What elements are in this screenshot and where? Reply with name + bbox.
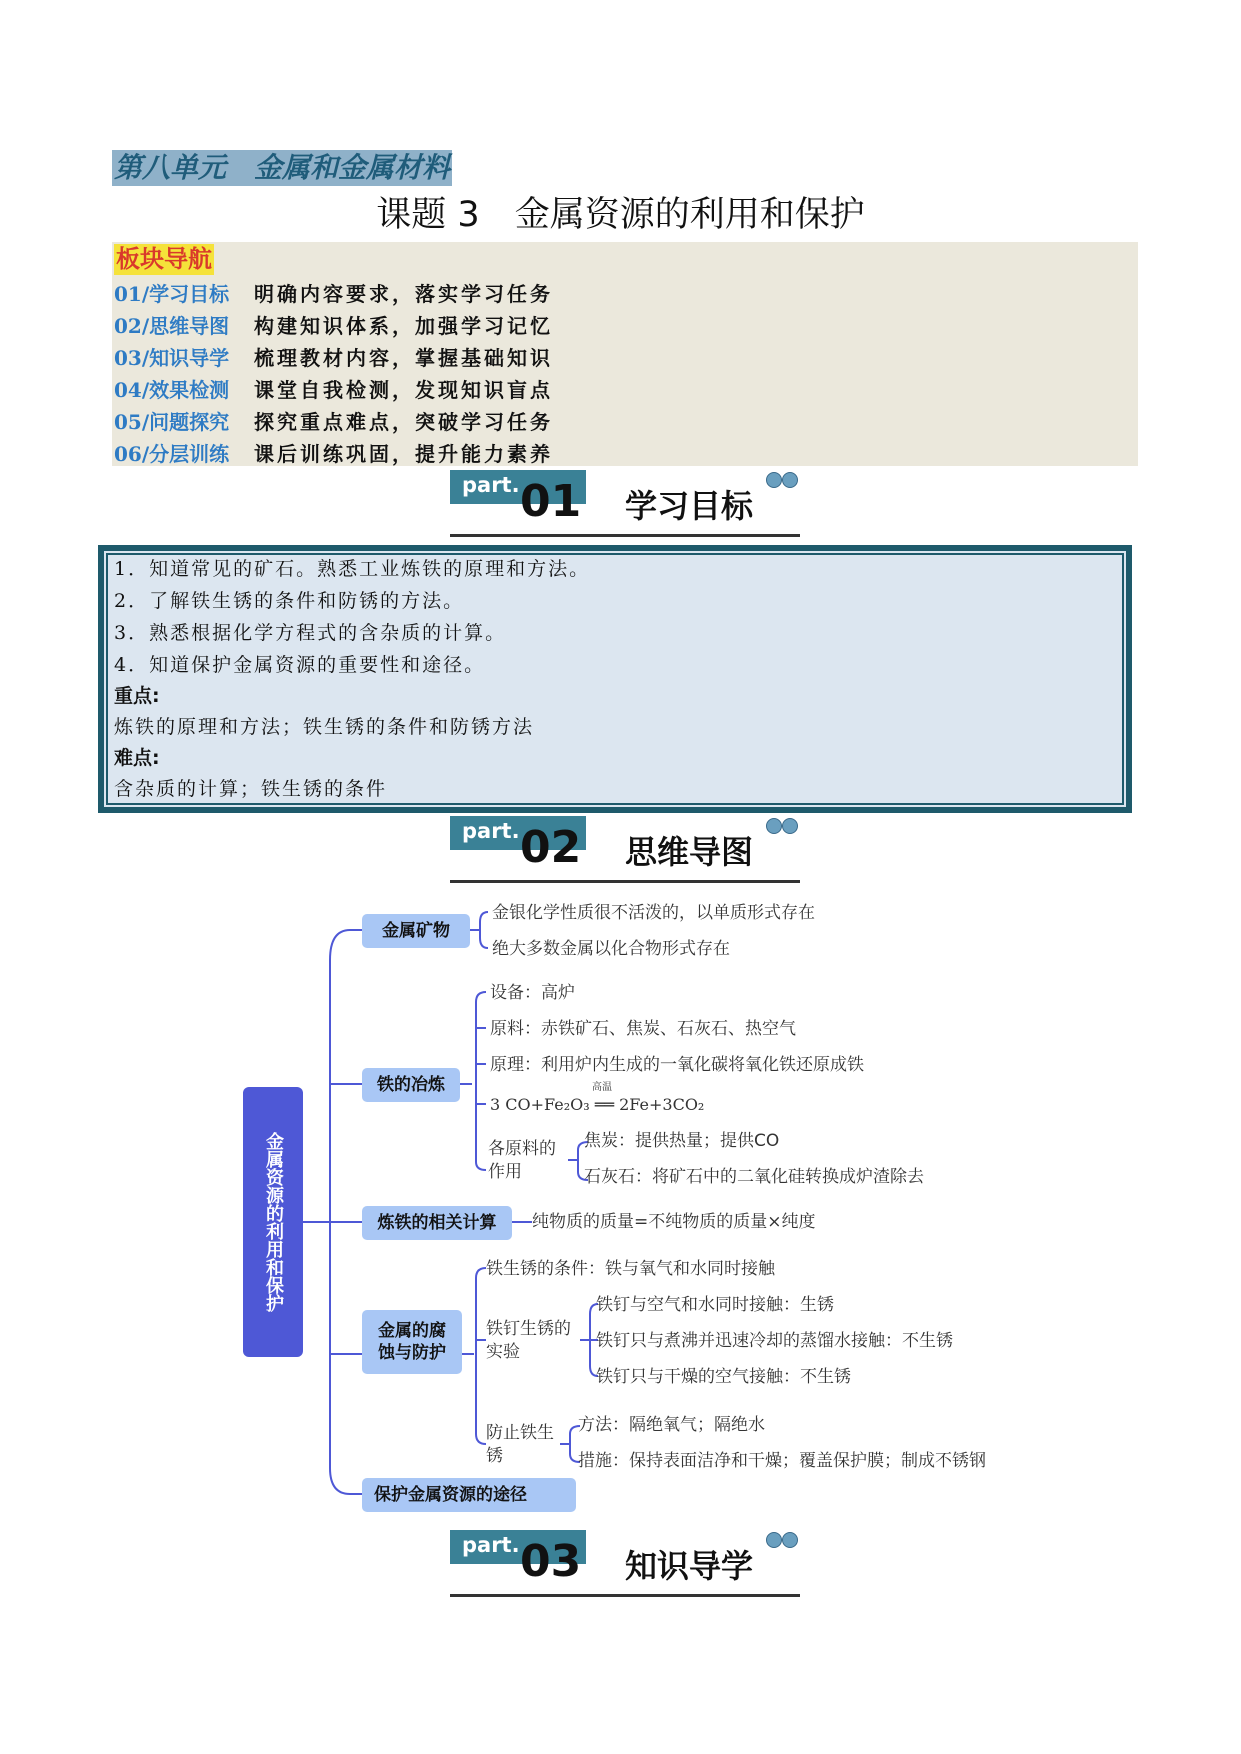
part-tag-label: part. bbox=[462, 473, 520, 497]
leaf-role: 焦炭：提供热量；提供CO bbox=[584, 1131, 780, 1151]
leaf-calc: 纯物质的质量=不纯物质的质量×纯度 bbox=[532, 1212, 816, 1232]
part-title: 思维导图 bbox=[625, 833, 754, 871]
leaf-prevent: 方法：隔绝氧气；隔绝水 bbox=[578, 1415, 765, 1435]
objective-item: 1．知道常见的矿石。熟悉工业炼铁的原理和方法。 bbox=[114, 558, 591, 580]
objective-item: 4．知道保护金属资源的重要性和途径。 bbox=[114, 654, 486, 676]
nav-item-desc: 探究重点难点，突破学习任务 bbox=[254, 409, 553, 434]
objective-item: 2．了解铁生锈的条件和防锈的方法。 bbox=[114, 590, 465, 612]
part-number: 01 bbox=[520, 476, 582, 527]
leaf-experiment-label: 铁钉生锈的实验 bbox=[486, 1319, 571, 1362]
branch-corrode: 金属的腐蚀与防护 bbox=[362, 1310, 462, 1374]
nav-item-key[interactable]: 02/思维导图 bbox=[114, 313, 230, 338]
leaf-role: 石灰石：将矿石中的二氧化硅转换成炉渣除去 bbox=[584, 1167, 924, 1187]
nav-item-desc: 明确内容要求，落实学习任务 bbox=[254, 281, 553, 306]
leaf-materials: 原料：赤铁矿石、焦炭、石灰石、热空气 bbox=[490, 1019, 796, 1039]
key-points-label: 重点: bbox=[114, 685, 160, 707]
leaf-roles-label: 各原料的作用 bbox=[488, 1139, 556, 1182]
leaf-ore: 绝大多数金属以化合物形式存在 bbox=[492, 939, 730, 959]
nav-item-key[interactable]: 01/学习目标 bbox=[114, 281, 230, 306]
nav-heading: 板块导航 bbox=[116, 245, 212, 273]
nav-item-desc: 梳理教材内容，掌握基础知识 bbox=[254, 345, 553, 370]
part-title: 知识导学 bbox=[625, 1547, 754, 1585]
part-number: 02 bbox=[520, 822, 582, 873]
objective-item: 3．熟悉根据化学方程式的含杂质的计算。 bbox=[114, 622, 507, 644]
leaf-prevent: 措施：保持表面洁净和干燥；覆盖保护膜；制成不锈钢 bbox=[578, 1451, 986, 1471]
mindmap-root-label: 金属资源的利用和保护 bbox=[263, 1132, 284, 1312]
branch-protect: 保护金属资源的途径 bbox=[362, 1478, 576, 1512]
difficult-points-text: 含杂质的计算；铁生锈的条件 bbox=[114, 778, 388, 800]
nav-item-desc: 课后训练巩固，提升能力素养 bbox=[254, 441, 553, 466]
decor-dots-icon bbox=[766, 1532, 800, 1548]
part-number: 03 bbox=[520, 1536, 582, 1587]
leaf-experiment: 铁钉只与干燥的空气接触：不生锈 bbox=[596, 1367, 851, 1387]
leaf-rust-condition: 铁生锈的条件：铁与氧气和水同时接触 bbox=[486, 1259, 775, 1279]
leaf-equation: 3 CO+Fe₂O₃ ══ 2Fe+3CO₂ bbox=[490, 1095, 705, 1114]
nav-item-desc: 构建知识体系，加强学习记忆 bbox=[254, 313, 553, 338]
part-tag-label: part. bbox=[462, 1533, 520, 1557]
leaf-principle: 原理：利用炉内生成的一氧化碳将氧化铁还原成铁 bbox=[490, 1055, 864, 1075]
leaf-prevent-label: 防止铁生锈 bbox=[486, 1423, 554, 1466]
leaf-experiment: 铁钉只与煮沸并迅速冷却的蒸馏水接触：不生锈 bbox=[596, 1331, 953, 1351]
branch-ore: 金属矿物 bbox=[362, 914, 470, 948]
part-banner-03 bbox=[450, 1530, 800, 1602]
leaf-equipment: 设备：高炉 bbox=[490, 983, 575, 1003]
leaf-experiment: 铁钉与空气和水同时接触：生锈 bbox=[596, 1295, 834, 1315]
lesson-title: 课题 3 金属资源的利用和保护 bbox=[376, 195, 865, 235]
branch-smelt: 铁的冶炼 bbox=[362, 1068, 460, 1102]
nav-item-key[interactable]: 03/知识导学 bbox=[114, 345, 230, 370]
key-points-text: 炼铁的原理和方法；铁生锈的条件和防锈方法 bbox=[114, 716, 535, 738]
difficult-points-label: 难点: bbox=[114, 747, 160, 769]
part-title: 学习目标 bbox=[625, 487, 754, 525]
part-underline bbox=[450, 1594, 800, 1597]
part-tag-label: part. bbox=[462, 819, 520, 843]
leaf-ore: 金银化学性质很不活泼的，以单质形式存在 bbox=[492, 903, 815, 923]
nav-item-key[interactable]: 04/效果检测 bbox=[114, 377, 230, 402]
unit-title: 第八单元 金属和金属材料 bbox=[114, 151, 451, 184]
equation-condition: 高温 bbox=[592, 1082, 612, 1093]
nav-item-key[interactable]: 06/分层训练 bbox=[114, 441, 230, 466]
nav-item-key[interactable]: 05/问题探究 bbox=[114, 409, 230, 434]
mindmap-root bbox=[243, 1087, 303, 1357]
branch-calc: 炼铁的相关计算 bbox=[362, 1206, 512, 1240]
nav-item-desc: 课堂自我检测，发现知识盲点 bbox=[254, 377, 553, 402]
